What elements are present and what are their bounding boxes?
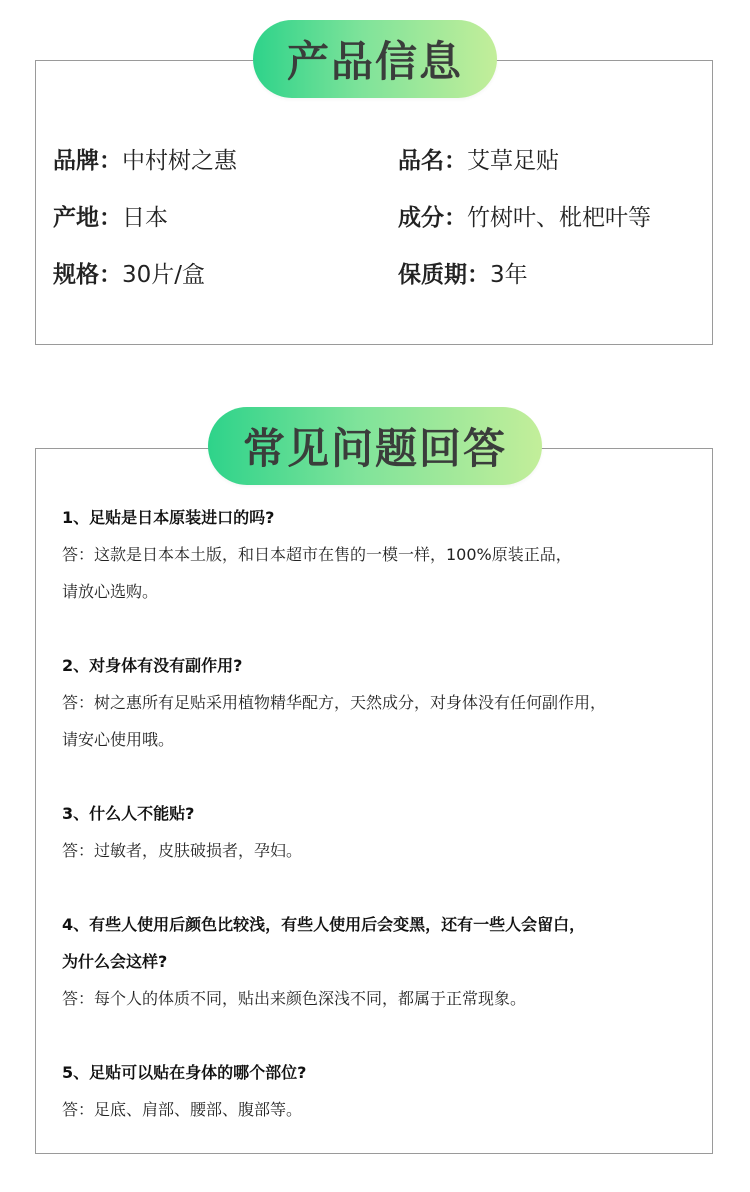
info-label: 品牌： — [53, 148, 122, 174]
product-info-title: 产品信息 — [253, 20, 497, 98]
faq-title: 常见问题回答 — [208, 407, 542, 485]
faq-question: 3、什么人不能贴? — [62, 804, 195, 823]
faq-question: 2、对身体有没有副作用? — [62, 656, 243, 675]
info-value: 艾草足贴 — [467, 148, 559, 174]
faq-answer: 答：每个人的体质不同，贴出来颜色深浅不同，都属于正常现象。 — [62, 989, 527, 1008]
faq-question: 1、足贴是日本原装进口的吗? — [62, 508, 275, 527]
info-spec — [53, 256, 205, 289]
faq-question: 5、足贴可以贴在身体的哪个部位? — [62, 1063, 307, 1082]
info-label: 保质期： — [398, 262, 490, 288]
info-brand — [53, 142, 237, 175]
info-value: 中村树之惠 — [122, 148, 237, 174]
info-label: 产地： — [53, 205, 122, 231]
faq-answer: 答：足底、肩部、腰部、腹部等。 — [62, 1100, 303, 1119]
faq-answer: 答：过敏者，皮肤破损者，孕妇。 — [62, 841, 303, 860]
info-value: 3年 — [490, 262, 528, 288]
info-value: 日本 — [122, 205, 168, 231]
info-value: 30片/盒 — [122, 262, 206, 288]
info-value: 竹树叶、枇杷叶等 — [467, 205, 651, 231]
info-label: 规格： — [53, 262, 122, 288]
info-origin — [53, 199, 168, 232]
info-ingredients — [398, 199, 651, 232]
faq-question: 4、有些人使用后颜色比较浅，有些人使用后会变黑，还有一些人会留白， — [62, 915, 586, 934]
faq-answer: 请安心使用哦。 — [62, 730, 175, 749]
faq-answer: 请放心选购。 — [62, 582, 159, 601]
faq-question: 为什么会这样? — [62, 952, 168, 971]
info-shelf-life — [398, 256, 528, 289]
info-label: 品名： — [398, 148, 467, 174]
info-label: 成分： — [398, 205, 467, 231]
faq-answer: 答：这款是日本本土版，和日本超市在售的一模一样，100%原装正品， — [62, 545, 572, 564]
faq-answer: 答：树之惠所有足贴采用植物精华配方，天然成分，对身体没有任何副作用， — [62, 693, 607, 712]
info-product-name — [398, 142, 559, 175]
